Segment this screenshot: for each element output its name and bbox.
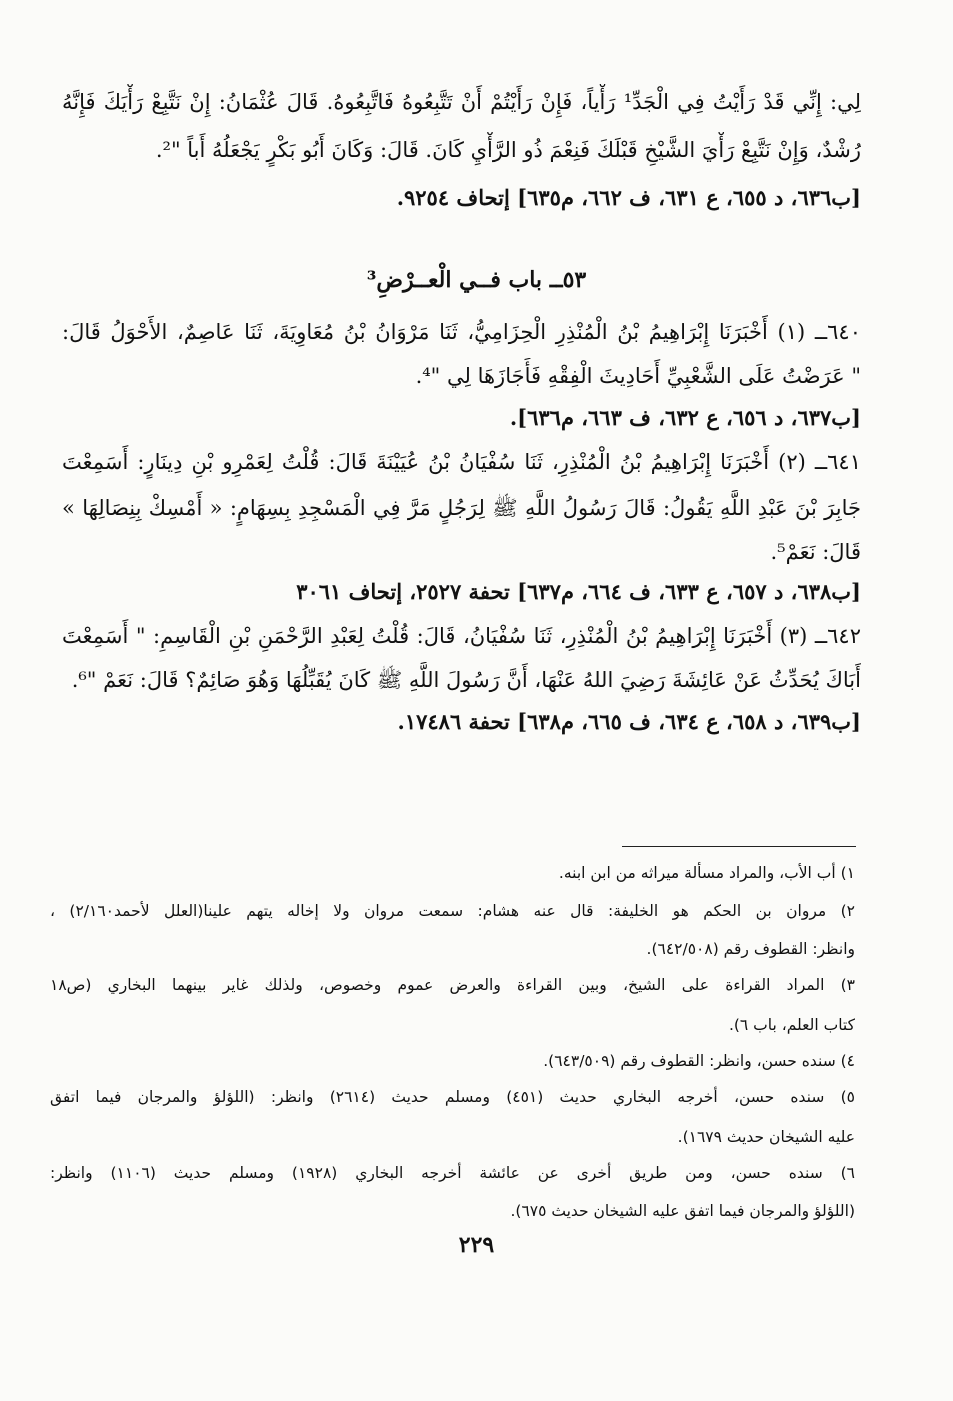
reference-line: [ب٦٣٨، د ٦٥٧، ع ٦٣٣، ف ٦٦٤، م٦٣٧] تحفة ٢٥٢٧، إتحاف ٣٠٦١ [296,579,861,604]
hadith-line: ٦٤١ــ (٢) أَخْبَرَنَا إِبْرَاهِيمُ بْنُ الْمُنْذِرِ، ثَنَا سُفْيَانُ بْنُ عُيَيْنَةَ قَالَ: قُلْتُ لِعَمْرِو بْنِ دِينَارٍ: أَسَمِعْتَ [62,450,861,474]
hadith-line: جَابِرَ بْنَ عَبْدِ اللَّهِ يَقُولُ: قَالَ رَسُولُ اللَّهِ ﷺ لِرَجُلٍ مَرَّ فِي الْمَسْجِدِ بِسِهَامٍ: « أَمْسِكْ بِنِصَالِهَا » [62,496,861,520]
footnote-line: ٦) سنده حسن، ومن طريق أخرى عن عائشة أخرجه البخاري (١٩٢٨) ومسلم حديث (١١٠٦) وانظر: [50,1164,855,1182]
footnote-line: ٢) مروان بن الحكم هو الخليفة: قال عنه هشام: سمعت مروان ولا إخاله يتهم علينا(العلل لأحمد٢/١٦٠) ، [50,902,855,920]
text-line: رُشْدٌ، وَإِنْ نَتَّبِعْ رَأْيَ الشَّيْخِ قَبْلَكَ فَنِعْمَ ذُو الرَّأْيِ كَانَ. قَالَ: وَكَانَ أَبُو بَكْرٍ يَجْعَلُهُ أَباً "². [155,138,861,162]
hadith-line: " عَرَضْتُ عَلَى الشَّعْبِيِّ أَحَادِيثَ الْفِقْهِ فَأَجَازَهَا لِي "⁴. [415,364,861,388]
footnote-line: ٥) سنده حسن، أخرجه البخاري حديث (٤٥١) ومسلم حديث (٢٦١٤) وانظر: (اللؤلؤ والمرجان فيما اتفق [50,1088,855,1106]
reference-line: [ب٦٣٧، د ٦٥٦، ع ٦٣٢، ف ٦٦٣، م٦٣٦]. [509,405,861,430]
footnote-line: كتاب العلم، باب ٦). [728,1016,855,1034]
footnote-line: ١) أب الأب، والمراد مسألة ميراثه من ابن ابنه. [558,864,855,882]
reference-line: [ب٦٣٦، د ٦٥٥، ع ٦٣١، ف ٦٦٢، م٦٣٥] إتحاف ٩٢٥٤. [396,185,861,210]
text-line: لِي: إِنِّي قَدْ رَأَيْتُ فِي الْجَدِّ¹ رَأْياً، فَإِنْ رَأَيْتُمْ أَنْ تَتَّبِعُوهُ فَاتَّبِعُوهُ. قَالَ عُثْمَانُ: إِنْ نَتَّبِعْ رَأْيَكَ فَإِنَّهُ [62,90,861,114]
footnote-line: عليه الشيخان حديث ١٦٧٩). [677,1128,855,1146]
footnote-line: (اللؤلؤ والمرجان فيما اتفق عليه الشيخان حديث ٦٧٥). [510,1202,855,1220]
chapter-heading: ٥٣ــ باب فــي الْعــرْضِ³ [366,267,587,293]
reference-line: [ب٦٣٩، د ٦٥٨، ع ٦٣٤، ف ٦٦٥، م٦٣٨] تحفة ١٧٤٨٦. [397,709,861,734]
footnote-line: ٣) المراد القراءة على الشيخ، وبين القراءة والعرض عموم وخصوص، ولذلك غاير بينهما البخاري (ص١٨ [50,976,855,994]
hadith-line: ٦٤٠ــ (١) أَخْبَرَنَا إِبْرَاهِيمُ بْنُ الْمُنْذِرِ الْحِزَامِيُّ، ثَنَا مَرْوَانُ بْنُ مُعَاوِيَةَ، ثَنَا عَاصِمٌ، الأَحْوَلُ قَالَ: [62,320,861,344]
hadith-line: أَبَاكَ يُحَدِّثُ عَنْ عَائِشَةَ رَضِيَ اللهُ عَنْهَا، أَنَّ رَسُولَ اللَّهِ ﷺ كَانَ يُقَبِّلُهَا وَهُوَ صَائِمٌ؟ قَالَ: نَعَمْ "⁶. [71,668,861,692]
page-number: ٢٢٩ [458,1232,495,1258]
hadith-line: ٦٤٢ــ (٣) أَخْبَرَنَا إِبْرَاهِيمُ بْنُ الْمُنْذِرِ، ثَنَا سُفْيَانُ، قَالَ: قُلْتُ لِعَبْدِ الرَّحْمَنِ بْنِ الْقَاسِمِ: " أَسَمِعْتَ [62,624,861,648]
footnote-line: ٤) سنده حسن، وانظر: القطوف رقم (٦٤٣/٥٠٩). [543,1052,855,1070]
hadith-line: قَالَ: نَعَمْ⁵. [770,540,861,564]
footnote-divider [622,846,856,847]
footnote-line: وانظر: القطوف رقم (٦٤٢/٥٠٨). [646,940,855,958]
